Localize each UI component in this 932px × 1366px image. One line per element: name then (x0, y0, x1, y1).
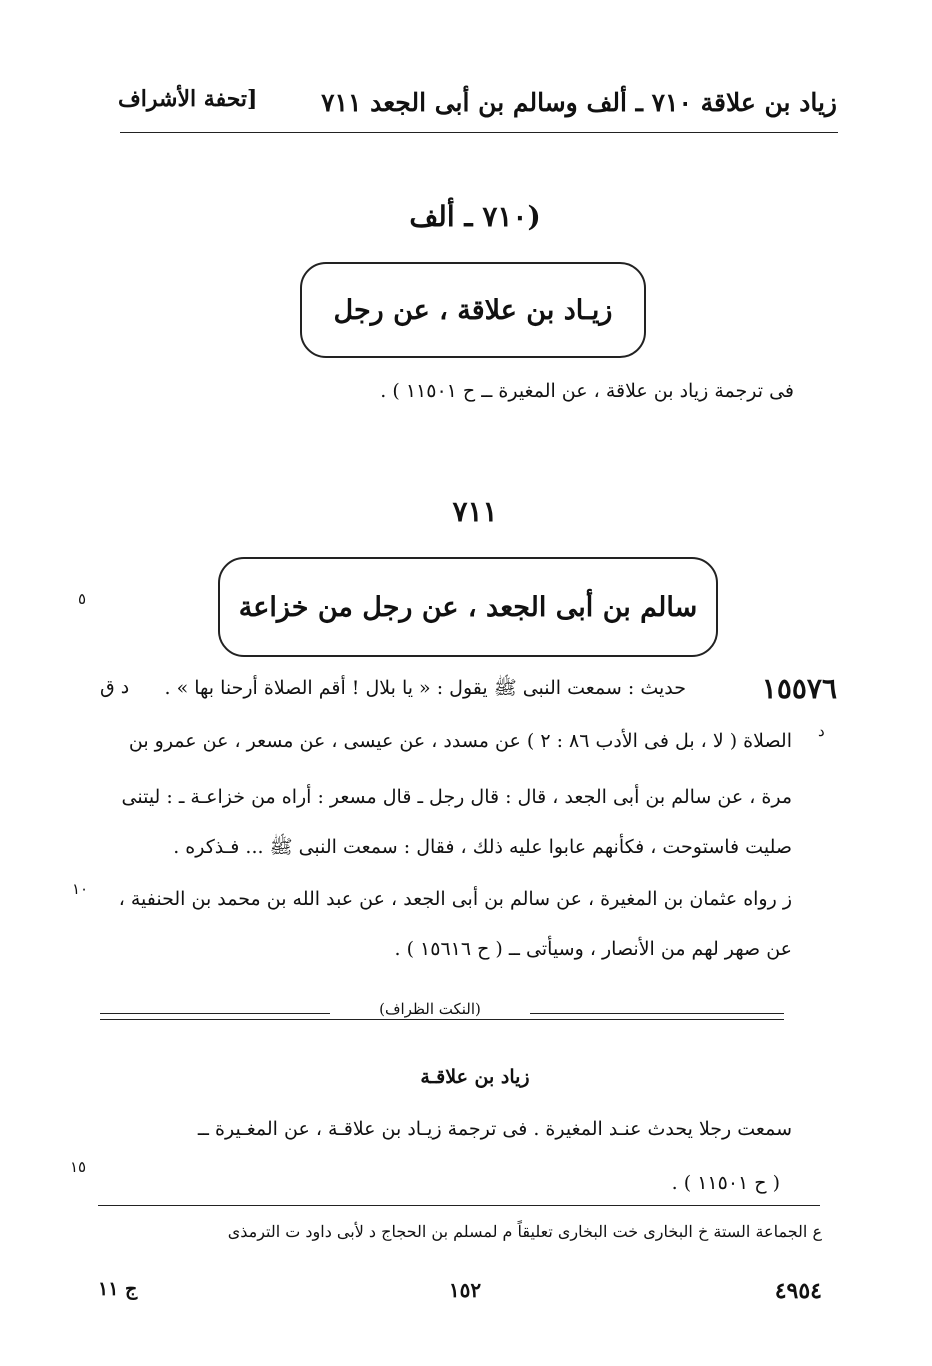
section-710-chain-box (300, 262, 646, 358)
hadith-line-1: حديث : سمعت النبى ﷺ يقول : « يا بلال ! أقم الصلاة أرحنا بها » . (164, 677, 686, 699)
section-710-number: (٧١٠ ـ ألف (409, 200, 541, 233)
page-number: ١٥٢ (448, 1278, 482, 1302)
running-title: زياد بن علاقة ٧١٠ ـ ألف وسالم بن أبى الجعد ٧١١ (321, 88, 837, 117)
footer-code: ٤٩٥٤ (774, 1278, 822, 1304)
nukat-line-2: ( ح ١١٥٠١ ) . (671, 1172, 780, 1194)
section-710-chain-title: زيـاد بن علاقة ، عن رجل (333, 294, 613, 326)
margin-code-left: د (818, 722, 825, 740)
footer-abbreviations: ع الجماعة الستة خ البخارى خت البخارى تعليقاً م لمسلم بن الحجاج د لأبى داود ت الترمذى (227, 1222, 822, 1241)
nukat-line-1: سمعت رجلا يحدث عنـد المغيرة . فى ترجمة زيـاد بن علاقـة ، عن المغـيرة ــ (197, 1118, 792, 1140)
margin-line-number-5: ٥ (78, 590, 87, 608)
hadith-line-5: ز رواه عثمان بن المغيرة ، عن سالم بن أبى الجعد ، عن عبد الله بن محمد بن الحنفية ، (118, 888, 792, 910)
margin-line-number-10: ١٠ (72, 880, 89, 898)
header-rule (120, 132, 838, 133)
section-710-text: فى ترجمة زياد بن علاقة ، عن المغيرة ــ ح ١١٥٠١ ) . (380, 380, 794, 402)
nukat-separator-label: (النكت الظراف) (330, 1000, 530, 1018)
section-711-chain-title: سالم بن أبى الجعد ، عن رجل من خزاعة (238, 591, 698, 623)
section-711-chain-box (218, 557, 718, 657)
hadith-line-2: الصلاة ( لا ، بل فى الأدب ٨٦ : ٢ ) عن مسدد ، عن عيسى ، عن مسعر ، عن عمرو بن (128, 730, 792, 752)
margin-line-number-15: ١٥ (70, 1158, 87, 1176)
book-title: [تحفة الأشراف (118, 86, 258, 112)
volume-number: ج ١١ (98, 1278, 138, 1300)
hadith-margin-code: د ق (100, 676, 130, 698)
hadith-number: ١٥٥٧٦ (761, 672, 837, 705)
nukat-title: زياد بن علاقـة (420, 1066, 530, 1088)
hadith-line-4: صليت فاستوحت ، فكأنهم عابوا عليه ذلك ، فقال : سمعت النبى ﷺ ... فـذكره . (173, 836, 792, 858)
section-711-number: ٧١١ (452, 495, 498, 528)
footer-rule (98, 1205, 820, 1206)
hadith-line-6: عن صهر لهم من الأنصار ، وسيأتى ــ ( ح ١٥٦١٦ ) . (394, 938, 792, 960)
hadith-line-3: مرة ، عن سالم بن أبى الجعد ، قال : قال رجل ـ قال مسعر : أراه من خزاعـة ـ : ليتنى (121, 786, 792, 808)
